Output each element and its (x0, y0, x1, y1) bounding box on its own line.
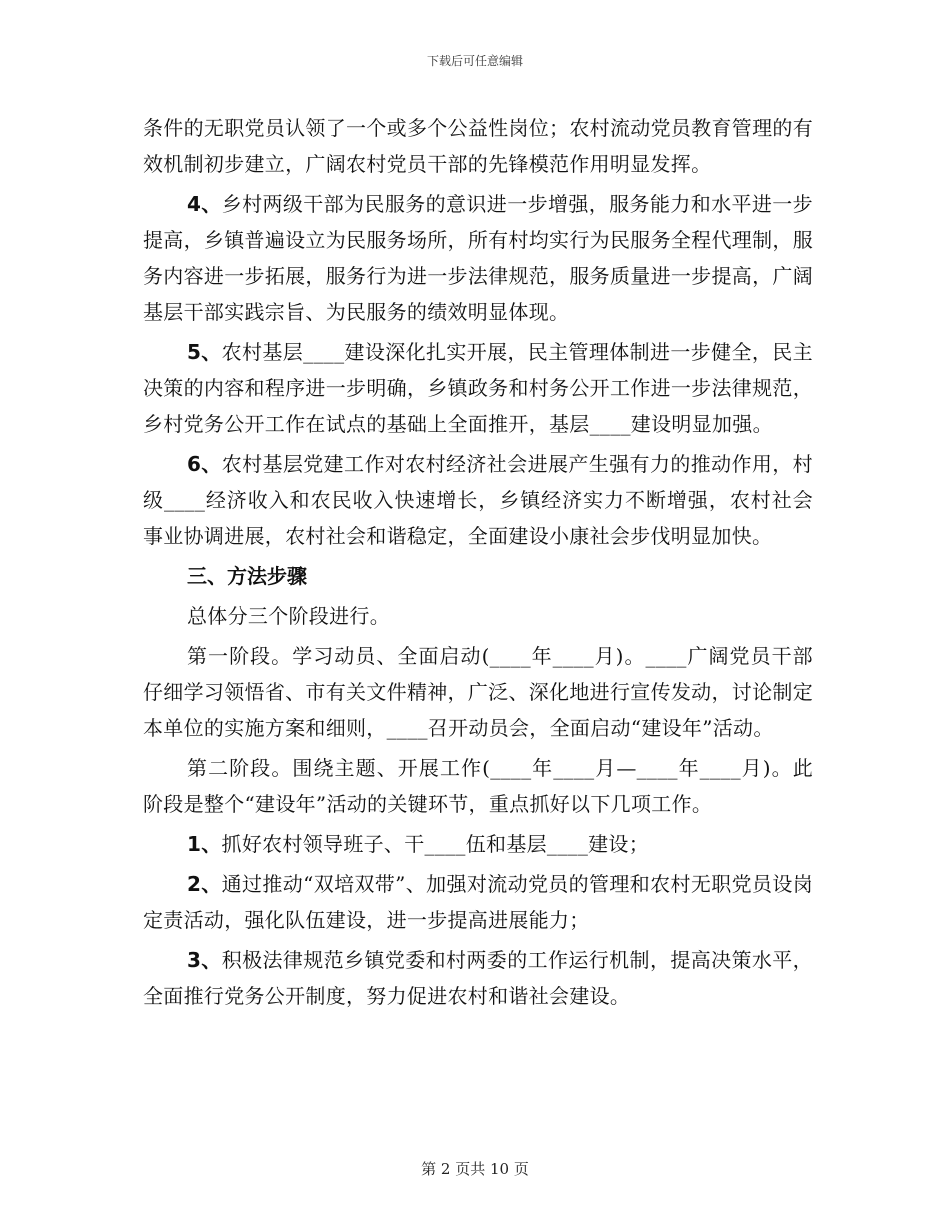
paragraph-item-6 (143, 446, 813, 554)
item-number: 5、 (187, 340, 222, 364)
document-body (143, 110, 813, 1018)
paragraph-continuation: 条件的无职党员认领了一个或多个公益性岗位；农村流动党员教育管理的有效机制初步建立，广阔农村党员干部的先锋模范作用明显发挥。 (143, 116, 813, 176)
paragraph-task-3 (143, 942, 813, 1014)
item-text: 积极法律规范乡镇党委和村两委的工作运行机制，提高决策水平，全面推行党务公开制度，努力促进农村和谐社会建设。 (143, 948, 813, 1008)
paragraph-phase-1: 第一阶段。学习动员、全面启动(____年____月)。____广阔党员干部仔细学习领悟省、市有关文件精神，广泛、深化地进行宣传发动，讨论制定本单位的实施方案和细则，____召开动员会，全面启动“建设年”活动。 (143, 644, 813, 740)
item-text: 农村基层党建工作对农村经济社会进展产生强有力的推动作用，村级____经济收入和农民收入快速增长，乡镇经济实力不断增强，农村社会事业协调进展，农村社会和谐稳定，全面建设小康社会步伐明显加快。 (143, 452, 813, 548)
item-text: 抓好农村领导班子、干____伍和基层____建设； (221, 832, 650, 856)
item-text: 农村基层____建设深化扎实开展，民主管理体制进一步健全，民主决策的内容和程序进一步明确，乡镇政务和村务公开工作进一步法律规范，乡村党务公开工作在试点的基础上全面推开，基层____建设明显加强。 (143, 340, 813, 436)
paragraph-task-1 (143, 826, 813, 862)
item-number: 1、 (187, 832, 222, 856)
item-number: 3、 (187, 948, 222, 972)
paragraph-overview: 总体分三个阶段进行。 (187, 604, 390, 628)
paragraph-task-2 (143, 866, 813, 938)
item-number: 4、 (187, 192, 222, 216)
paragraph-item-5 (143, 334, 813, 442)
item-number: 6、 (187, 452, 222, 476)
page-header: 下载后可任意编辑 (426, 54, 523, 68)
item-number: 2、 (187, 872, 222, 896)
paragraph-phase-2: 第二阶段。围绕主题、开展工作(____年____月—____年____月)。此阶段是整个“建设年”活动的关键环节，重点抓好以下几项工作。 (143, 756, 813, 816)
item-text: 通过推动“双培双带”、加强对流动党员的管理和农村无职党员设岗定责活动，强化队伍建设，进一步提高进展能力； (143, 872, 813, 932)
paragraph-item-4 (143, 186, 813, 330)
section-heading: 三、方法步骤 (187, 564, 307, 588)
item-text: 乡村两级干部为民服务的意识进一步增强，服务能力和水平进一步提高，乡镇普遍设立为民服务场所，所有村均实行为民服务全程代理制，服务内容进一步拓展，服务行为进一步法律规范，服务质量进一步提高，广阔基层干部实践宗旨、为民服务的绩效明显体现。 (143, 192, 813, 324)
page-footer: 第 2 页共 10 页 (421, 1160, 529, 1178)
